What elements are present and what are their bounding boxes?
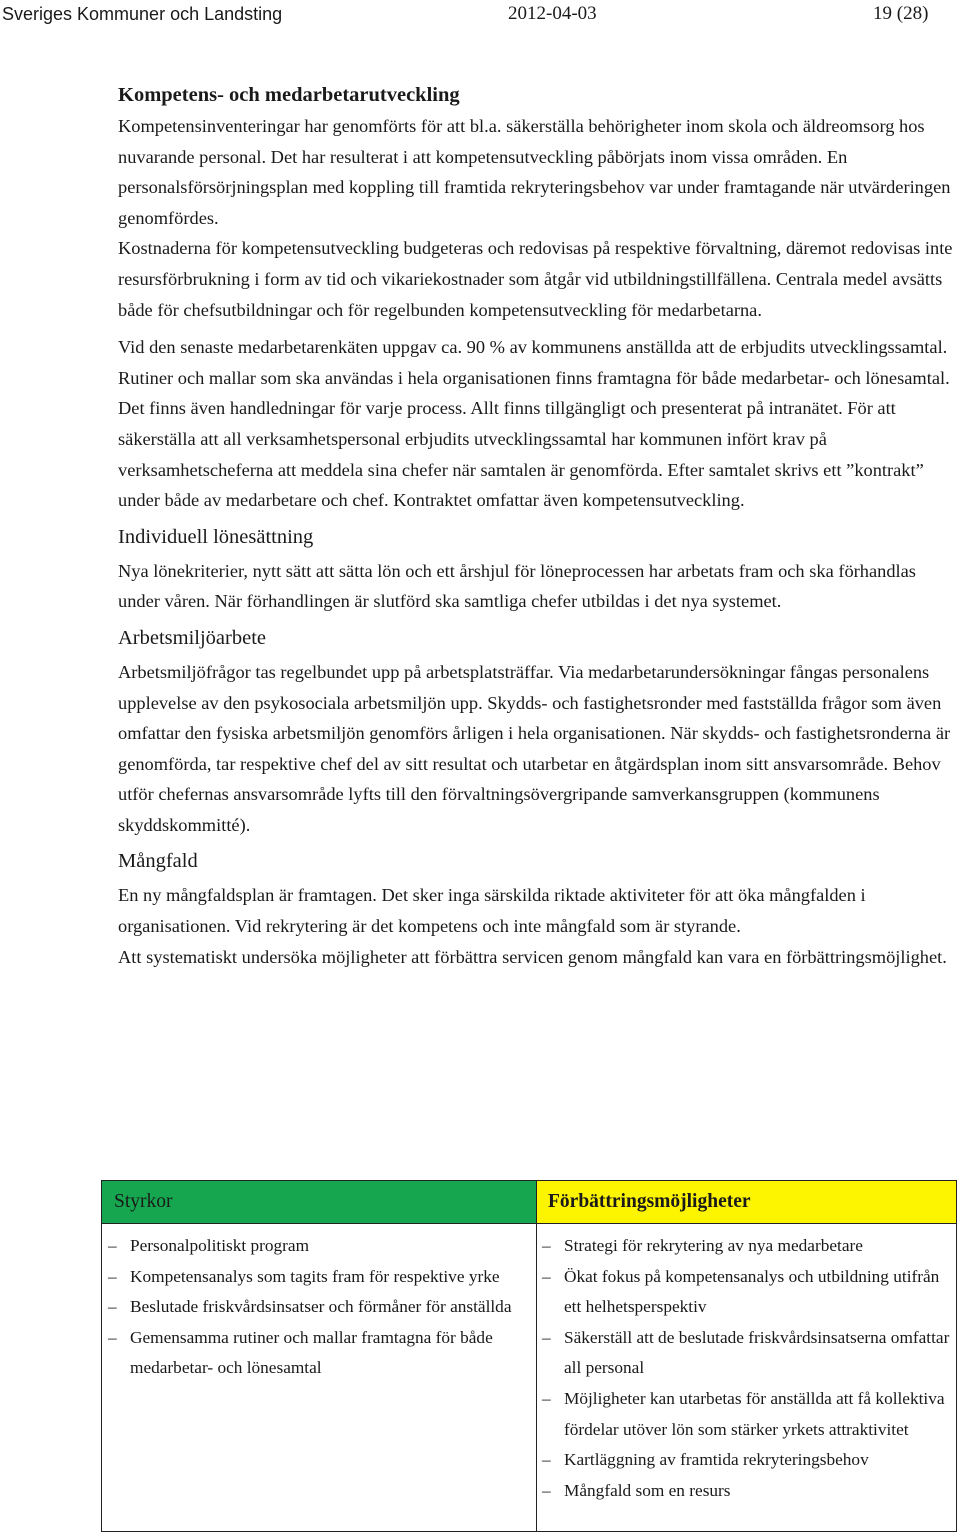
dash-bullet: – <box>108 1297 117 1317</box>
paragraph: Kostnaderna för kompetensutveckling budgeteras och redovisas på respektive förvaltning, däremot redovisas inte resursförbrukning i form av tid och vikariekostnader som åtgår vid utbildningstillfällena. Centrala medel avsätts både för chefsutbildningar och för regelbunden kompetensutveckling för medarbetarna. <box>118 238 953 320</box>
strength-item <box>106 1292 530 1323</box>
list-item-text: Kartläggning av framtida rekryteringsbehov <box>564 1450 869 1470</box>
dash-bullet: – <box>542 1450 551 1470</box>
section-title-arbetsmiljo: Arbetsmiljöarbete <box>118 626 267 649</box>
section-title-kompetens: Kompetens- och medarbetarutveckling <box>118 84 460 106</box>
list-item-text: Mångfald som en resurs <box>564 1480 731 1500</box>
paragraph: Nya lönekriterier, nytt sätt att sätta lön och ett årshjul för löneprocessen har arbetats fram och ska förhandlas under våren. När förhandlingen är slutförd ska samtliga chefer utbildas i det nya systemet. <box>118 560 916 612</box>
improvement-item <box>540 1231 950 1262</box>
paragraph: En ny mångfaldsplan är framtagen. Det sker inga särskilda riktade aktiviteter för att öka mångfalden i organisationen. Vid rekrytering är det kompetens och inte mångfald som är styrande. <box>118 885 866 937</box>
list-item-text: Säkerställ att de beslutade friskvårdsinsatserna omfattar all personal <box>564 1327 950 1378</box>
list-item-text: Personalpolitiskt program <box>130 1236 310 1255</box>
page-number: 19 (28) <box>873 3 929 24</box>
list-item-text: Strategi för rekrytering av nya medarbetare <box>564 1236 863 1255</box>
paragraph: Vid den senaste medarbetarenkäten uppgav ca. 90 % av kommunens anställda att de erbjudits utvecklingssamtal. Rutiner och mallar som ska användas i hela organisationen finns framtagna för både medarbetar- och lönesamtal. Det finns även handledningar för varje process. Allt finns tillgängligt och presenterat på intranätet. För att säkerställa att all verksamhetspersonal erbjudits utvecklingssamtal har kommunen infört krav på verksamhetscheferna att meddela sina chefer när samtalen är genomförda. Efter samtalet skrivs ett ”kontrakt” under både av medarbetare och chef. Kontraktet omfattar även kompetensutveckling. <box>118 337 950 511</box>
table-header-improvements: Förbättringsmöjligheter <box>536 1181 956 1223</box>
dash-bullet: – <box>542 1236 551 1255</box>
list-item-text: Beslutade friskvårdsinsatser och förmåner för anställda <box>130 1297 512 1317</box>
dash-bullet: – <box>542 1266 551 1286</box>
strengths-list <box>106 1231 530 1384</box>
document-date: 2012-04-03 <box>508 3 597 24</box>
dash-bullet: – <box>108 1236 117 1255</box>
list-item-text: Ökat fokus på kompetensanalys och utbildning utifrån ett helhetsperspektiv <box>564 1266 940 1317</box>
section-title-lonesattning: Individuell lönesättning <box>118 525 314 548</box>
list-item-text: Kompetensanalys som tagits fram för respektive yrke <box>130 1266 500 1286</box>
document-body <box>118 80 956 972</box>
organization-name: Sveriges Kommuner och Landsting <box>2 4 283 24</box>
table-header-strengths: Styrkor <box>102 1181 536 1223</box>
paragraph: Arbetsmiljöfrågor tas regelbundet upp på arbetsplatsträffar. Via medarbetarundersökningar fångas personalens upplevelse av den psykosociala arbetsmiljön upp. Skydds- och fastighetsronder med fastställda frågor som även omfattar den fysiska arbetsmiljön genomförs årligen i hela organisationen. När skydds- och fastighetsronderna är genomförda, tar respektive chef del av sitt resultat och utarbetar en åtgärdsplan inom sitt ansvarsområde. Behov utför chefernas ansvarsområde lyfts till den förvaltningsövergripande samverkansgruppen (kommunens skyddskommitté). <box>118 661 951 835</box>
dash-bullet: – <box>542 1327 551 1347</box>
section-title-mangfald: Mångfald <box>118 850 198 873</box>
swot-table <box>101 1180 957 1532</box>
list-item-text: Gemensamma rutiner och mallar framtagna för både medarbetar- och lönesamtal <box>130 1327 493 1378</box>
strength-item <box>106 1262 530 1293</box>
page-header <box>0 0 960 30</box>
table-divider-vertical <box>536 1181 537 1531</box>
improvement-item <box>540 1445 950 1476</box>
improvement-item <box>540 1262 950 1323</box>
dash-bullet: – <box>542 1480 551 1500</box>
paragraph: Att systematiskt undersöka möjligheter att förbättra servicen genom mångfald kan vara en förbättringsmöjlighet. <box>118 946 947 967</box>
paragraph: Kompetensinventeringar har genomförts för att bl.a. säkerställa behörigheter inom skola och äldreomsorg hos nuvarande personal. Det har resulterat i att kompetensutveckling påbörjats inom vissa områden. En personalsförsörjningsplan med koppling till framtida rekryteringsbehov var under framtagande när utvärderingen genomfördes. <box>118 116 951 228</box>
improvement-item <box>540 1476 950 1507</box>
improvement-item <box>540 1323 950 1384</box>
dash-bullet: – <box>108 1327 117 1347</box>
improvement-item <box>540 1384 950 1445</box>
improvements-list <box>540 1231 950 1506</box>
dash-bullet: – <box>108 1266 117 1286</box>
list-item-text: Möjligheter kan utarbetas för anställda att få kollektiva fördelar utöver lön som stärker yrkets attraktivitet <box>564 1388 945 1439</box>
dash-bullet: – <box>542 1388 551 1408</box>
table-divider-horizontal <box>102 1223 956 1224</box>
strength-item <box>106 1231 530 1262</box>
strength-item <box>106 1323 530 1384</box>
